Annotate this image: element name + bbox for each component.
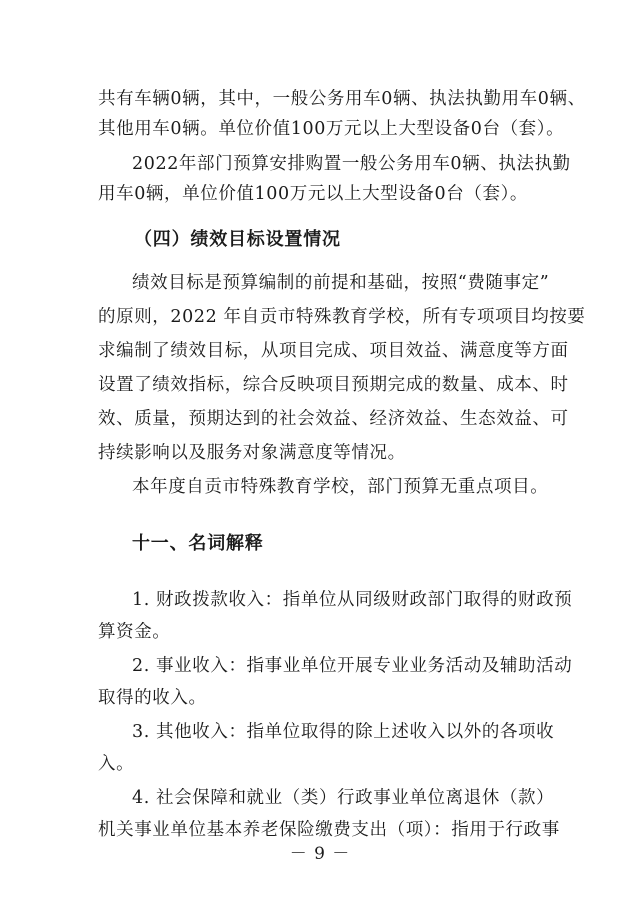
text-line: 绩效目标是预算编制的前提和基础，按照“费随事定” — [132, 273, 550, 293]
text-line: 入。 — [98, 754, 135, 774]
text-line: 效、质量，预期达到的社会效益、经济效益、生态效益、可 — [98, 409, 569, 429]
section-heading-glossary: 十一、名词解释 — [132, 533, 264, 554]
text-line: 1. 财政拨款收入：指单位从同级财政部门取得的财政预 — [132, 590, 573, 610]
text-line: 用车0辆，单位价值100万元以上大型设备0台（套）。 — [98, 184, 529, 204]
text-line: 持续影响以及服务对象满意度等情况。 — [98, 443, 406, 463]
text-line: 的原则，2022 年自贡市特殊教育学校，所有专项项目均按要 — [98, 307, 586, 327]
text-line: 4. 社会保障和就业（类）行政事业单位离退休（款） — [132, 788, 555, 808]
section-heading-performance-goals: （四）绩效目标设置情况 — [134, 229, 341, 250]
text-line: 2. 事业收入：指事业单位开展专业业务活动及辅助活动 — [132, 656, 573, 676]
page-number: － 9 － — [289, 844, 351, 864]
text-line: 求编制了绩效目标，从项目完成、项目效益、满意度等方面 — [98, 341, 569, 361]
text-line: 机关事业单位基本养老保险缴费支出（项）：指用于行政事 — [98, 820, 560, 840]
text-line: 本年度自贡市特殊教育学校，部门预算无重点项目。 — [132, 477, 549, 497]
text-line: 2022年部门预算安排购置一般公务用车0辆、执法执勤 — [132, 154, 571, 174]
text-line: 设置了绩效指标，综合反映项目预期完成的数量、成本、时 — [98, 375, 569, 395]
text-line: 其他用车0辆。单位价值100万元以上大型设备0台（套）。 — [98, 119, 565, 139]
text-line: 3. 其他收入：指单位取得的除上述收入以外的各项收 — [132, 722, 555, 742]
text-line: 共有车辆0辆，其中，一般公务用车0辆、执法执勤用车0辆、 — [98, 89, 586, 109]
text-line: 取得的收入。 — [98, 688, 207, 708]
text-line: 算资金。 — [98, 622, 171, 642]
